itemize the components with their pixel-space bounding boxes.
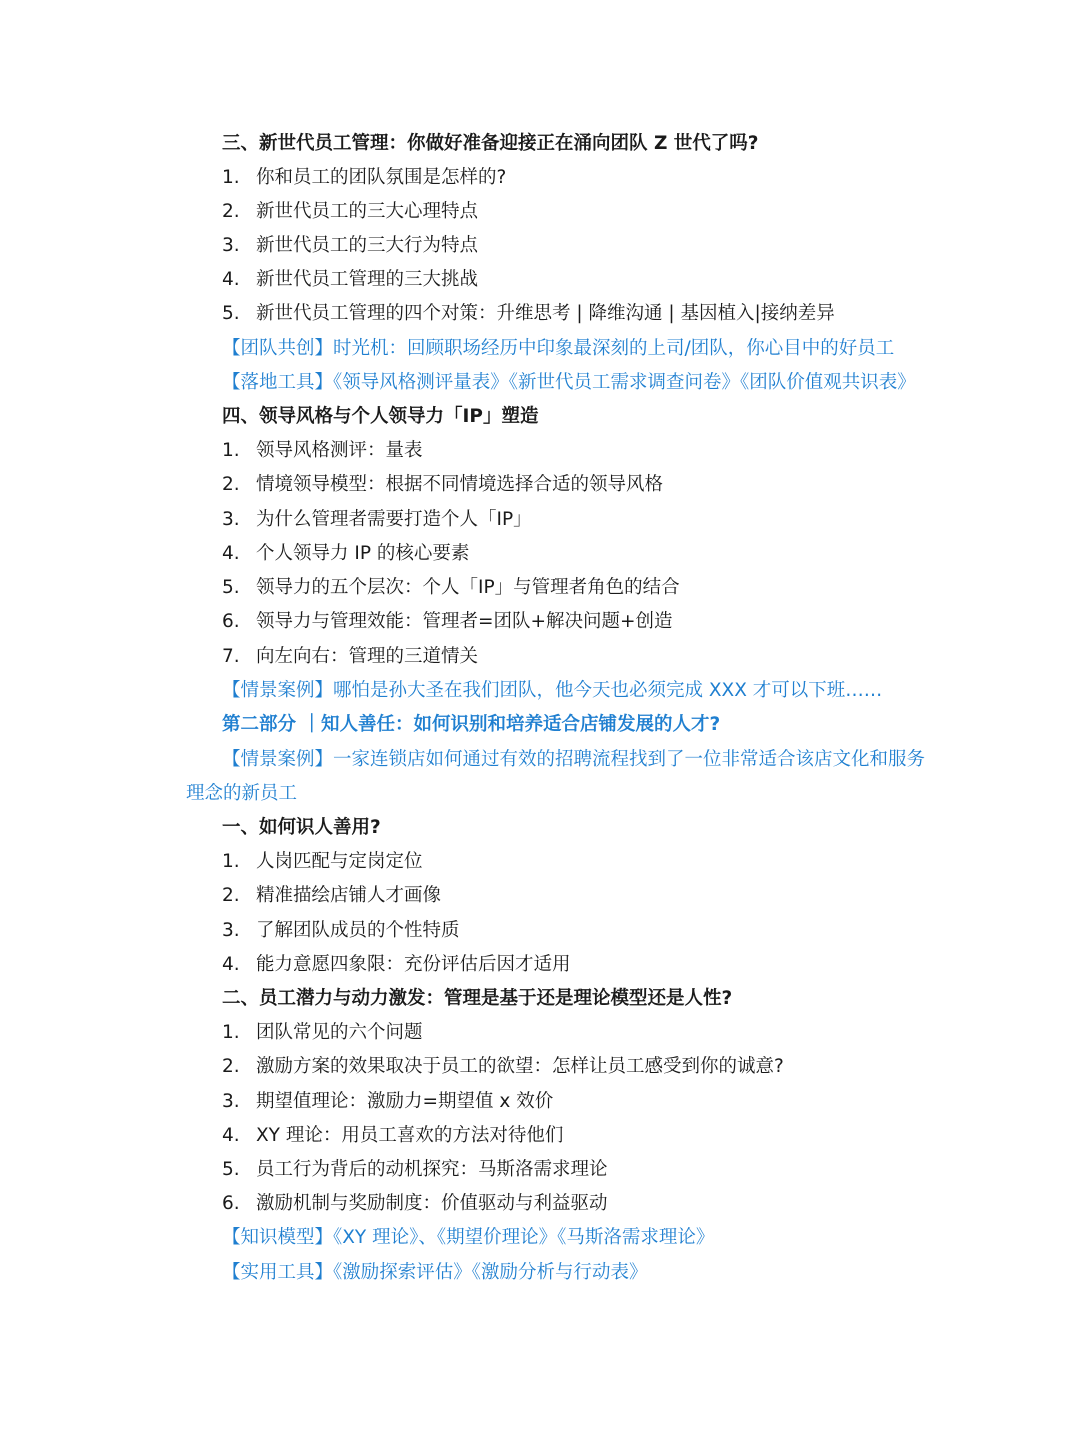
list-item	[222, 1153, 608, 1187]
list-item	[222, 468, 663, 502]
list-item	[222, 1016, 423, 1050]
list-item	[222, 229, 478, 263]
knowledge-model-note: 【知识模型】《XY 理论》、《期望价理论》《马斯洛需求理论》	[222, 1227, 715, 1248]
list-text: 领导力与管理效能：管理者=团队+解决问题+创造	[256, 611, 673, 632]
list-number: 4.	[222, 954, 240, 975]
list-text: 员工行为背后的动机探究：马斯洛需求理论	[256, 1159, 608, 1180]
list-number: 5.	[222, 1159, 240, 1180]
list-number: 3.	[222, 509, 240, 530]
list-item	[222, 845, 423, 879]
list-text: 新世代员工管理的四个对策：升维思考 | 降维沟通 | 基因植入|接纳差异	[256, 303, 835, 324]
list-number: 4.	[222, 543, 240, 564]
list-text: 新世代员工管理的三大挑战	[256, 269, 479, 290]
case-note: 【情景案例】哪怕是孙大圣在我们团队，他今天也必须完成 XXX 才可以下班……	[222, 680, 883, 701]
list-number: 1.	[222, 167, 240, 188]
list-text: 了解团队成员的个性特质	[256, 920, 460, 941]
list-text: 领导风格测评：量表	[256, 440, 423, 461]
list-number: 3.	[222, 1091, 240, 1112]
list-number: 2.	[222, 474, 240, 495]
list-item	[222, 914, 460, 948]
list-number: 1.	[222, 851, 240, 872]
case-note-continuation: 理念的新员工	[186, 783, 298, 804]
practical-tools-note: 【实用工具】《激励探索评估》《激励分析与行动表》	[222, 1262, 648, 1283]
list-item	[222, 195, 478, 229]
list-item	[222, 161, 506, 195]
list-text: XY 理论：用员工喜欢的方法对待他们	[256, 1125, 564, 1146]
list-item	[222, 1187, 608, 1221]
list-number: 1.	[222, 1022, 240, 1043]
list-number: 4.	[222, 269, 240, 290]
list-item	[222, 1085, 553, 1119]
list-text: 激励方案的效果取决于员工的欲望：怎样让员工感受到你的诚意?	[256, 1056, 784, 1077]
list-item	[222, 537, 469, 571]
list-item	[222, 879, 441, 913]
list-number: 6.	[222, 611, 240, 632]
list-text: 新世代员工的三大行为特点	[256, 235, 479, 256]
list-number: 3.	[222, 235, 240, 256]
section-1-heading: 一、如何识人善用?	[222, 817, 381, 838]
list-number: 7.	[222, 646, 240, 667]
list-text: 精准描绘店铺人才画像	[256, 885, 442, 906]
case-note: 【情景案例】一家连锁店如何通过有效的招聘流程找到了一位非常适合该店文化和服务	[222, 749, 926, 770]
list-text: 团队常见的六个问题	[256, 1022, 423, 1043]
list-text: 激励机制与奖励制度：价值驱动与利益驱动	[256, 1193, 608, 1214]
part-2-heading: 第二部分 ｜知人善任：如何识别和培养适合店铺发展的人才?	[222, 714, 721, 735]
section-2-heading: 二、员工潜力与动力激发：管理是基于还是理论模型还是人性?	[222, 988, 733, 1009]
list-text: 期望值理论：激励力=期望值 x 效价	[256, 1091, 554, 1112]
section-3-heading: 三、新世代员工管理：你做好准备迎接正在涌向团队 Z 世代了吗?	[222, 133, 759, 154]
list-text: 个人领导力 IP 的核心要素	[256, 543, 470, 564]
team-cocreate-note: 【团队共创】时光机：回顾职场经历中印象最深刻的上司/团队，你心目中的好员工	[222, 338, 895, 359]
list-text: 能力意愿四象限：充份评估后因才适用	[256, 954, 571, 975]
list-item	[222, 605, 673, 639]
list-number: 5.	[222, 303, 240, 324]
list-text: 人岗匹配与定岗定位	[256, 851, 423, 872]
list-number: 3.	[222, 920, 240, 941]
list-item	[222, 503, 532, 537]
tools-note: 【落地工具】《领导风格测评量表》《新世代员工需求调查问卷》《团队价值观共识表》	[222, 372, 916, 393]
list-text: 为什么管理者需要打造个人「IP」	[256, 509, 532, 530]
list-number: 5.	[222, 577, 240, 598]
list-item	[222, 571, 680, 605]
list-item	[222, 297, 835, 331]
list-text: 你和员工的团队氛围是怎样的?	[256, 167, 507, 188]
list-item	[222, 640, 478, 674]
list-text: 新世代员工的三大心理特点	[256, 201, 479, 222]
list-item	[222, 434, 423, 468]
list-number: 2.	[222, 1056, 240, 1077]
list-item	[222, 263, 478, 297]
section-4-heading: 四、领导风格与个人领导力「IP」塑造	[222, 406, 539, 427]
list-text: 情境领导模型：根据不同情境选择合适的领导风格	[256, 474, 664, 495]
list-number: 1.	[222, 440, 240, 461]
list-number: 2.	[222, 885, 240, 906]
list-item	[222, 1119, 563, 1153]
list-text: 向左向右：管理的三道情关	[256, 646, 479, 667]
list-number: 6.	[222, 1193, 240, 1214]
list-text: 领导力的五个层次：个人「IP」与管理者角色的结合	[256, 577, 680, 598]
list-number: 2.	[222, 201, 240, 222]
list-item	[222, 1050, 784, 1084]
list-number: 4.	[222, 1125, 240, 1146]
list-item	[222, 948, 571, 982]
